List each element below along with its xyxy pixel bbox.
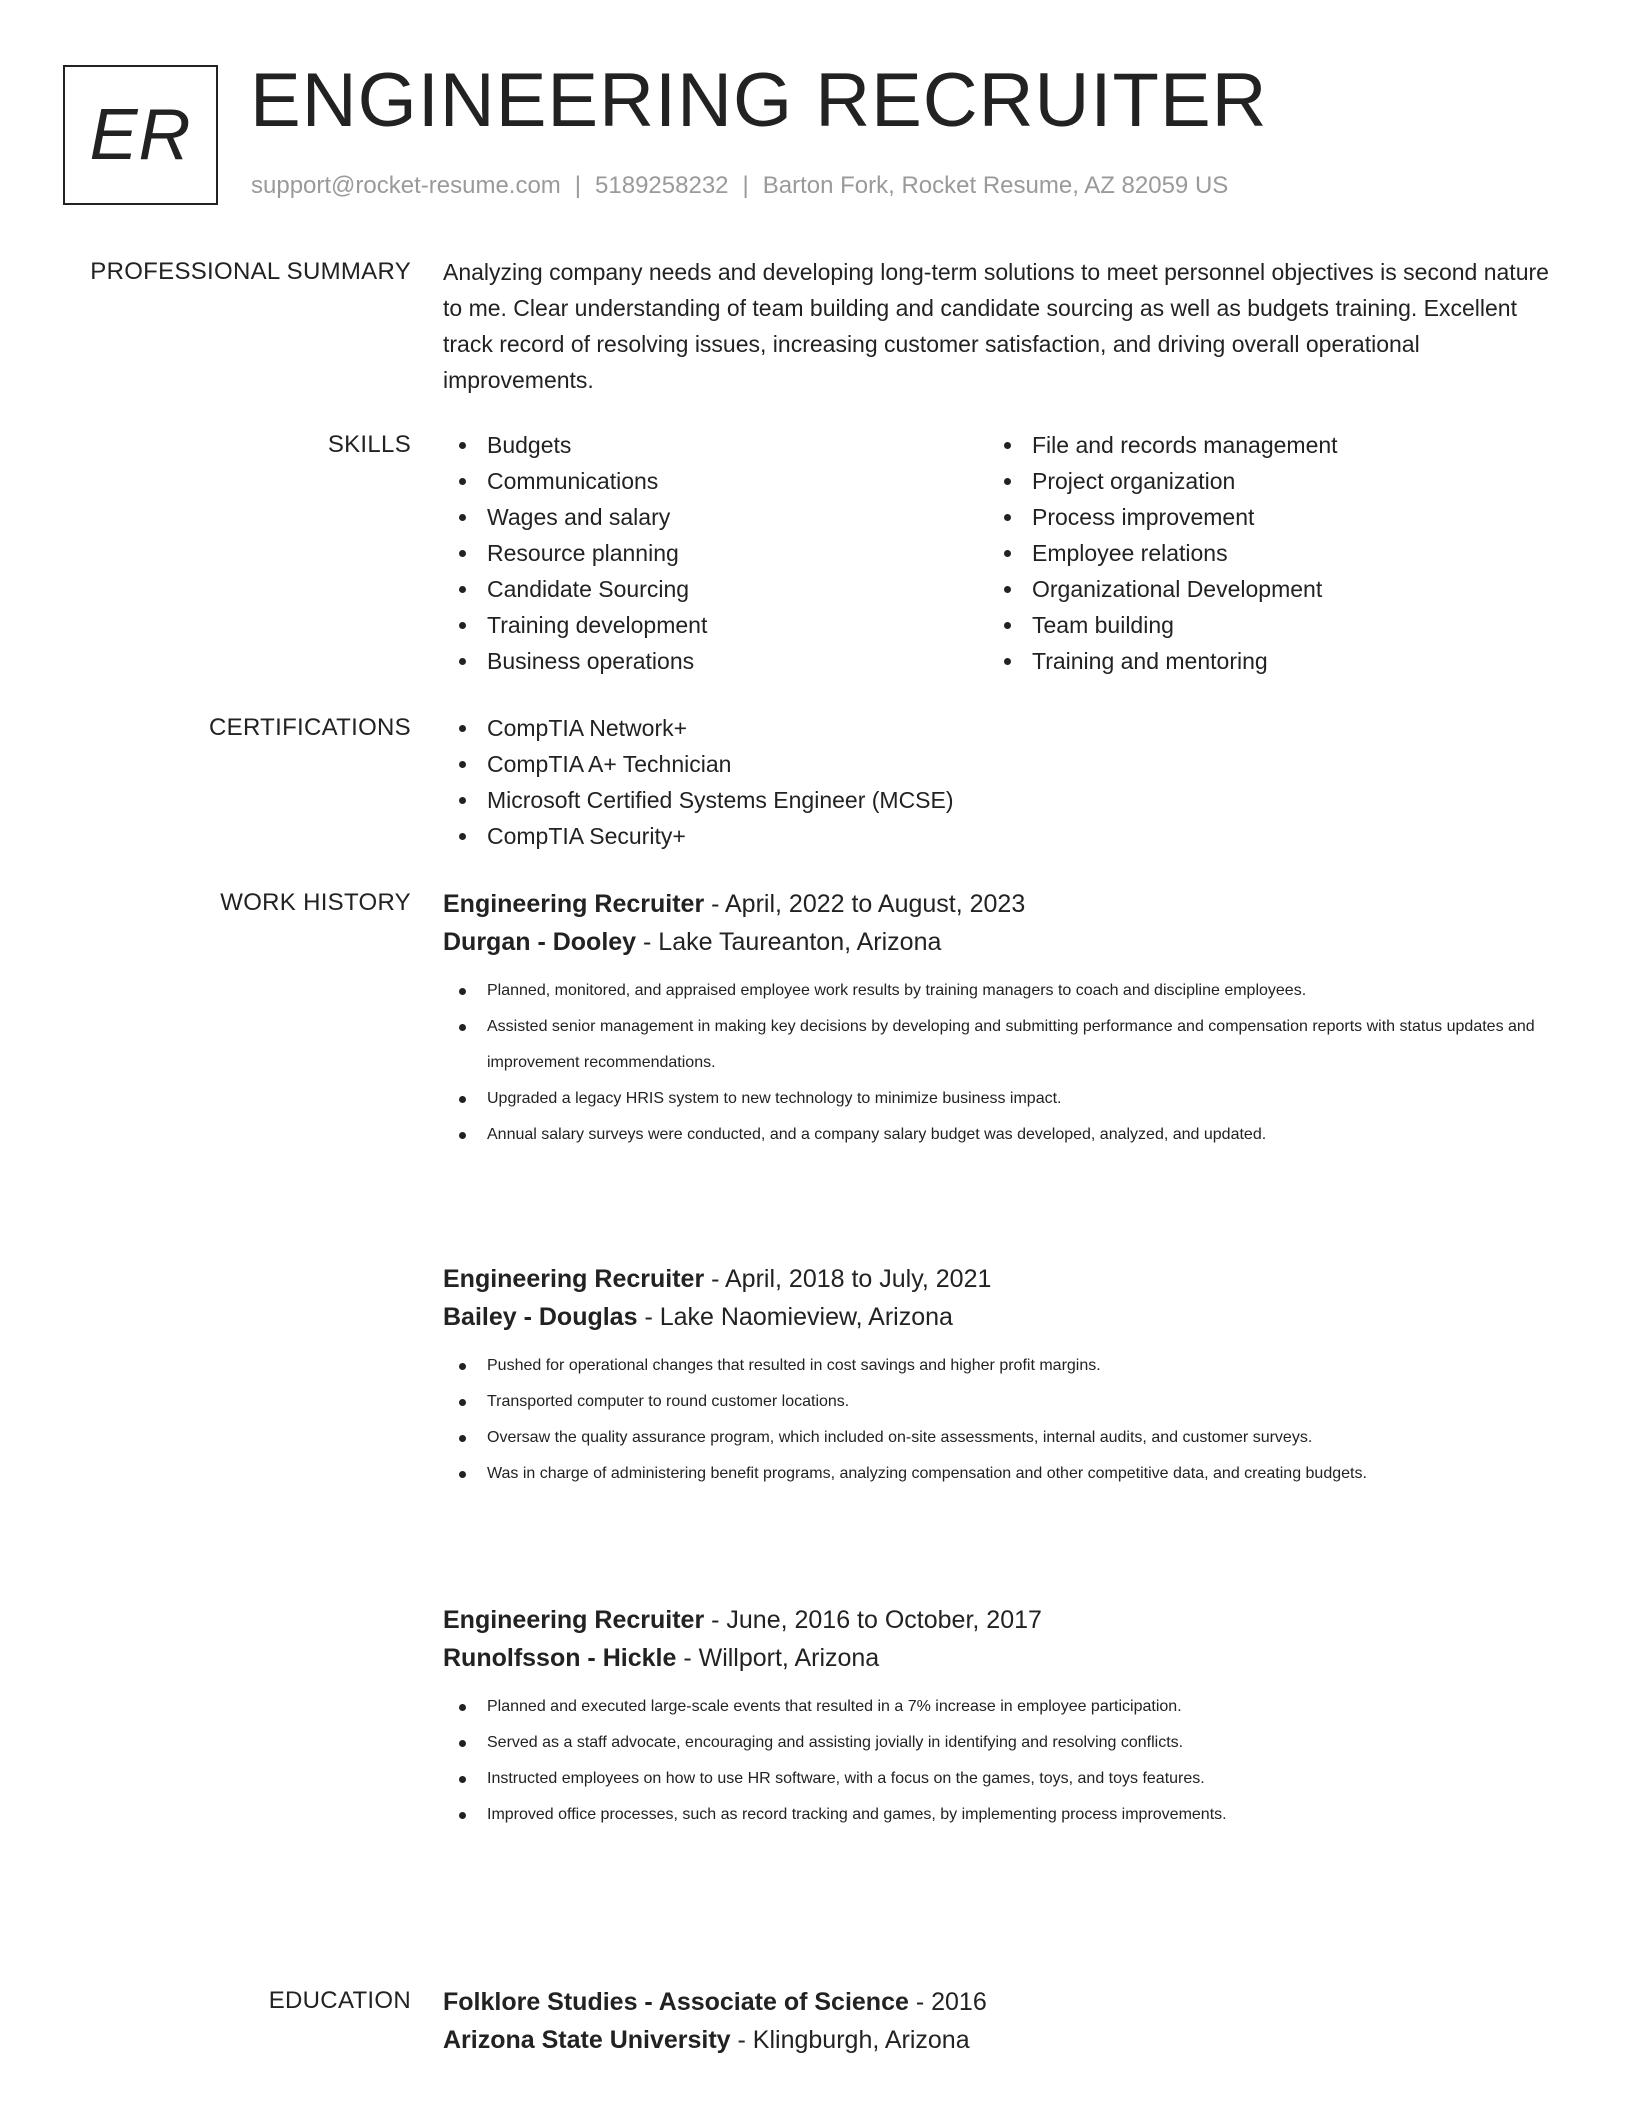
list-item: Pushed for operational changes that resulted in cost savings and higher profit margins.: [443, 1348, 1553, 1384]
list-item: Wages and salary: [443, 499, 988, 535]
education-school: Arizona State University: [443, 2026, 731, 2054]
section-heading-skills: SKILLS: [327, 431, 411, 458]
contact-phone[interactable]: 5189258232: [595, 172, 729, 199]
list-item: Project organization: [988, 463, 1533, 499]
list-item: Transported computer to round customer locations.: [443, 1384, 1553, 1420]
skills-columns: [443, 427, 1553, 679]
job-entry: [443, 885, 1553, 1153]
job-location: - Lake Naomieview, Arizona: [637, 1303, 953, 1331]
list-item: Business operations: [443, 643, 988, 679]
contact-separator: |: [742, 172, 749, 199]
job-company-line: [443, 1298, 1553, 1336]
list-item: CompTIA Security+: [443, 818, 1553, 854]
job-bullets: [443, 1689, 1553, 1833]
list-item: Organizational Development: [988, 571, 1533, 607]
job-dates: - April, 2018 to July, 2021: [704, 1265, 992, 1293]
job-bullets: [443, 1348, 1553, 1492]
job-company: Runolfsson - Hickle: [443, 1644, 677, 1672]
list-item: Planned, monitored, and appraised employee work results by training managers to coach and discipline employees.: [443, 973, 1553, 1009]
job-location: - Willport, Arizona: [676, 1644, 880, 1672]
job-dates: - April, 2022 to August, 2023: [704, 890, 1026, 918]
job-company-line: [443, 923, 1553, 961]
job-title: Engineering Recruiter: [443, 1606, 705, 1634]
job-company-line: [443, 1639, 1553, 1677]
list-item: CompTIA Network+: [443, 710, 1553, 746]
section-heading-education: EDUCATION: [268, 1987, 411, 2014]
certifications-list: [443, 710, 1553, 854]
list-item: Oversaw the quality assurance program, which included on-site assessments, internal audits, and customer surveys.: [443, 1420, 1553, 1456]
list-item: Candidate Sourcing: [443, 571, 988, 607]
education-degree-line: [443, 1983, 1553, 2021]
education-year: - 2016: [908, 1988, 987, 2016]
list-item: Employee relations: [988, 535, 1533, 571]
section-heading-summary: PROFESSIONAL SUMMARY: [90, 258, 411, 285]
list-item: Planned and executed large-scale events that resulted in a 7% increase in employee participation.: [443, 1689, 1553, 1725]
section-heading-certifications: CERTIFICATIONS: [209, 714, 411, 741]
list-item: Communications: [443, 463, 988, 499]
list-item: Was in charge of administering benefit programs, analyzing compensation and other competitive data, and creating budgets.: [443, 1456, 1553, 1492]
job-title-line: [443, 885, 1553, 923]
job-title: Engineering Recruiter: [443, 1265, 705, 1293]
summary-text: Analyzing company needs and developing long-term solutions to meet personnel objectives is second nature to me. Clear understanding of team building and candidate sourcing as well as budgets training. Excellent track record of resolving issues, increasing customer satisfaction, and driving overall operational improvements.: [443, 259, 1549, 393]
list-item: Upgraded a legacy HRIS system to new technology to minimize business impact.: [443, 1081, 1553, 1117]
skills-list-right: [988, 427, 1533, 679]
contact-info: [251, 172, 1228, 200]
contact-separator: |: [574, 172, 582, 199]
job-entry: [443, 1601, 1553, 1833]
skills-list-left: [443, 427, 988, 679]
skills-body: [443, 427, 1553, 679]
list-item: Instructed employees on how to use HR software, with a focus on the games, toys, and toys features.: [443, 1761, 1553, 1797]
list-item: Improved office processes, such as record tracking and games, by implementing process improvements.: [443, 1797, 1553, 1833]
list-item: File and records management: [988, 427, 1533, 463]
page-title: ENGINEERING RECRUITER: [250, 58, 1268, 143]
contact-email[interactable]: support@rocket-resume.com: [251, 172, 561, 199]
list-item: Served as a staff advocate, encouraging and assisting jovially in identifying and resolving conflicts.: [443, 1725, 1553, 1761]
education-school-line: [443, 2021, 1553, 2059]
list-item: Training development: [443, 607, 988, 643]
list-item: Team building: [988, 607, 1533, 643]
job-company: Bailey - Douglas: [443, 1303, 638, 1331]
job-title: Engineering Recruiter: [443, 890, 705, 918]
education-degree: Folklore Studies - Associate of Science: [443, 1988, 909, 2016]
list-item: Assisted senior management in making key decisions by developing and submitting performance and compensation reports with status updates and improvement recommendations.: [443, 1009, 1553, 1081]
list-item: Annual salary surveys were conducted, and a company salary budget was developed, analyzed, and updated.: [443, 1117, 1553, 1153]
job-title-line: [443, 1260, 1553, 1298]
list-item: Resource planning: [443, 535, 988, 571]
job-bullets: [443, 973, 1553, 1153]
education-location: - Klingburgh, Arizona: [730, 2026, 970, 2054]
monogram-initials: ER: [89, 95, 192, 175]
contact-address: Barton Fork, Rocket Resume, AZ 82059 US: [762, 172, 1229, 199]
list-item: Training and mentoring: [988, 643, 1533, 679]
job-location: - Lake Taureanton, Arizona: [636, 928, 942, 956]
job-dates: - June, 2016 to October, 2017: [704, 1606, 1042, 1634]
monogram-box: [63, 65, 218, 205]
certifications-body: [443, 710, 1553, 854]
list-item: Process improvement: [988, 499, 1533, 535]
job-company: Durgan - Dooley: [443, 928, 637, 956]
education-entry: [443, 1983, 1553, 2059]
section-heading-work-history: WORK HISTORY: [220, 889, 411, 916]
list-item: Budgets: [443, 427, 988, 463]
job-entry: [443, 1260, 1553, 1492]
job-title-line: [443, 1601, 1553, 1639]
list-item: Microsoft Certified Systems Engineer (MCSE): [443, 782, 1553, 818]
list-item: CompTIA A+ Technician: [443, 746, 1553, 782]
summary-body: [443, 258, 1553, 398]
